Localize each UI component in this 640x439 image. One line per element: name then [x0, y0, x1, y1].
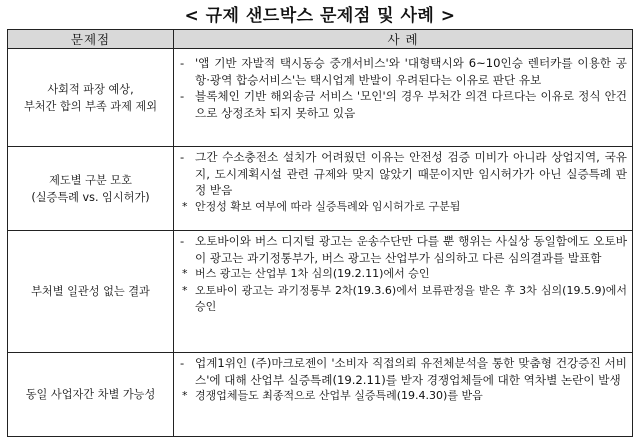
issue-cell — [8, 49, 174, 147]
note-text: 버스 광고는 산업부 1차 심의(19.2.11)에서 승인 — [195, 267, 430, 281]
header-cases: 사 례 — [174, 30, 633, 49]
note-item — [180, 199, 627, 216]
issue-line: 부처별 일관성 없는 결과 — [31, 285, 150, 298]
note-text: 경쟁업체들도 최종적으로 산업부 실증특례(19.4.30)를 받음 — [195, 389, 483, 403]
issue-line: 부처간 합의 부족 과제 제외 — [23, 99, 158, 113]
issue-cell — [8, 353, 174, 437]
dash-marker: - — [180, 89, 185, 104]
asterisk-marker: * — [182, 267, 188, 281]
issue-cell — [8, 147, 174, 231]
dash-marker: - — [180, 234, 185, 248]
table-header-row — [8, 30, 633, 49]
case-item — [180, 233, 627, 266]
dash-marker: - — [180, 56, 185, 70]
asterisk-marker: * — [182, 199, 188, 213]
table-row — [8, 353, 633, 437]
note-item — [180, 388, 627, 405]
case-text: 오토바이와 버스 디지털 광고는 운송수단만 다를 뿐 행위는 사실상 동일함에도 오토바이 광고는 과기정통부가, 버스 광고는 산업부가 심의하고 다른 심의결과를 발표함 — [195, 234, 627, 265]
dash-marker: - — [180, 150, 185, 164]
case-item — [180, 149, 627, 199]
cases-cell — [174, 353, 633, 437]
table-row — [8, 49, 633, 147]
case-text: '앱 기반 자발적 택시동승 중개서비스'와 '대형택시와 6~10인승 렌터카를 이용한 공항·광역 합승서비스'는 택시업계 반발이 우려된다는 이유로 판단 유보 — [195, 56, 627, 87]
cases-cell — [174, 147, 633, 231]
case-item — [180, 355, 627, 388]
dash-marker: - — [180, 356, 185, 370]
issue-line: 사회적 파장 예상, — [47, 82, 134, 96]
issue-line: (실증특례 vs. 임시허가) — [31, 190, 150, 204]
cases-cell — [174, 231, 633, 353]
asterisk-marker: * — [182, 283, 188, 297]
cases-cell — [174, 49, 633, 147]
case-text: 그간 수소충전소 설치가 어려웠던 이유는 안전성 검증 미비가 아니라 상업지역, 국유지, 도시계획시설 관련 규제와 맞지 않았기 때문이지만 임시허가가 아닌 실증특례 판정 받음 — [195, 150, 627, 198]
issue-line: 제도별 구분 모호 — [49, 173, 132, 187]
note-text: 안정성 확보 여부에 따라 실증특례와 임시허가로 구분됨 — [195, 199, 461, 213]
asterisk-marker: * — [182, 389, 188, 403]
note-item — [180, 266, 627, 283]
case-text: 블록체인 기반 해외송금 서비스 '모인'의 경우 부처간 의견 다르다는 이유로 정식 안건으로 상정조차 되지 못하고 있음 — [195, 89, 627, 120]
page-title: < 규제 샌드박스 문제점 및 사례 > — [184, 6, 456, 26]
table-row — [8, 147, 633, 231]
issue-cell — [8, 231, 174, 353]
case-item — [180, 55, 627, 88]
issue-line: 동일 사업자간 차별 가능성 — [25, 388, 156, 401]
case-item — [180, 88, 627, 121]
header-issue: 문제점 — [8, 30, 174, 49]
note-text: 오토바이 광고는 과기정통부 2차(19.3.6)에서 보류판정을 받은 후 3차 심의(19.5.9)에서 승인 — [195, 283, 627, 314]
note-item — [180, 283, 627, 316]
case-text: 업계1위인 (주)마크로젠이 '소비자 직접의뢰 유전체분석을 통한 맞춤형 건강증진 서비스'에 대해 산업부 실증특례(19.2.11)를 받자 경쟁업체들에 대한 역차별 논란이 발생 — [195, 356, 627, 387]
table-row — [8, 231, 633, 353]
sandbox-issues-table — [7, 29, 633, 437]
